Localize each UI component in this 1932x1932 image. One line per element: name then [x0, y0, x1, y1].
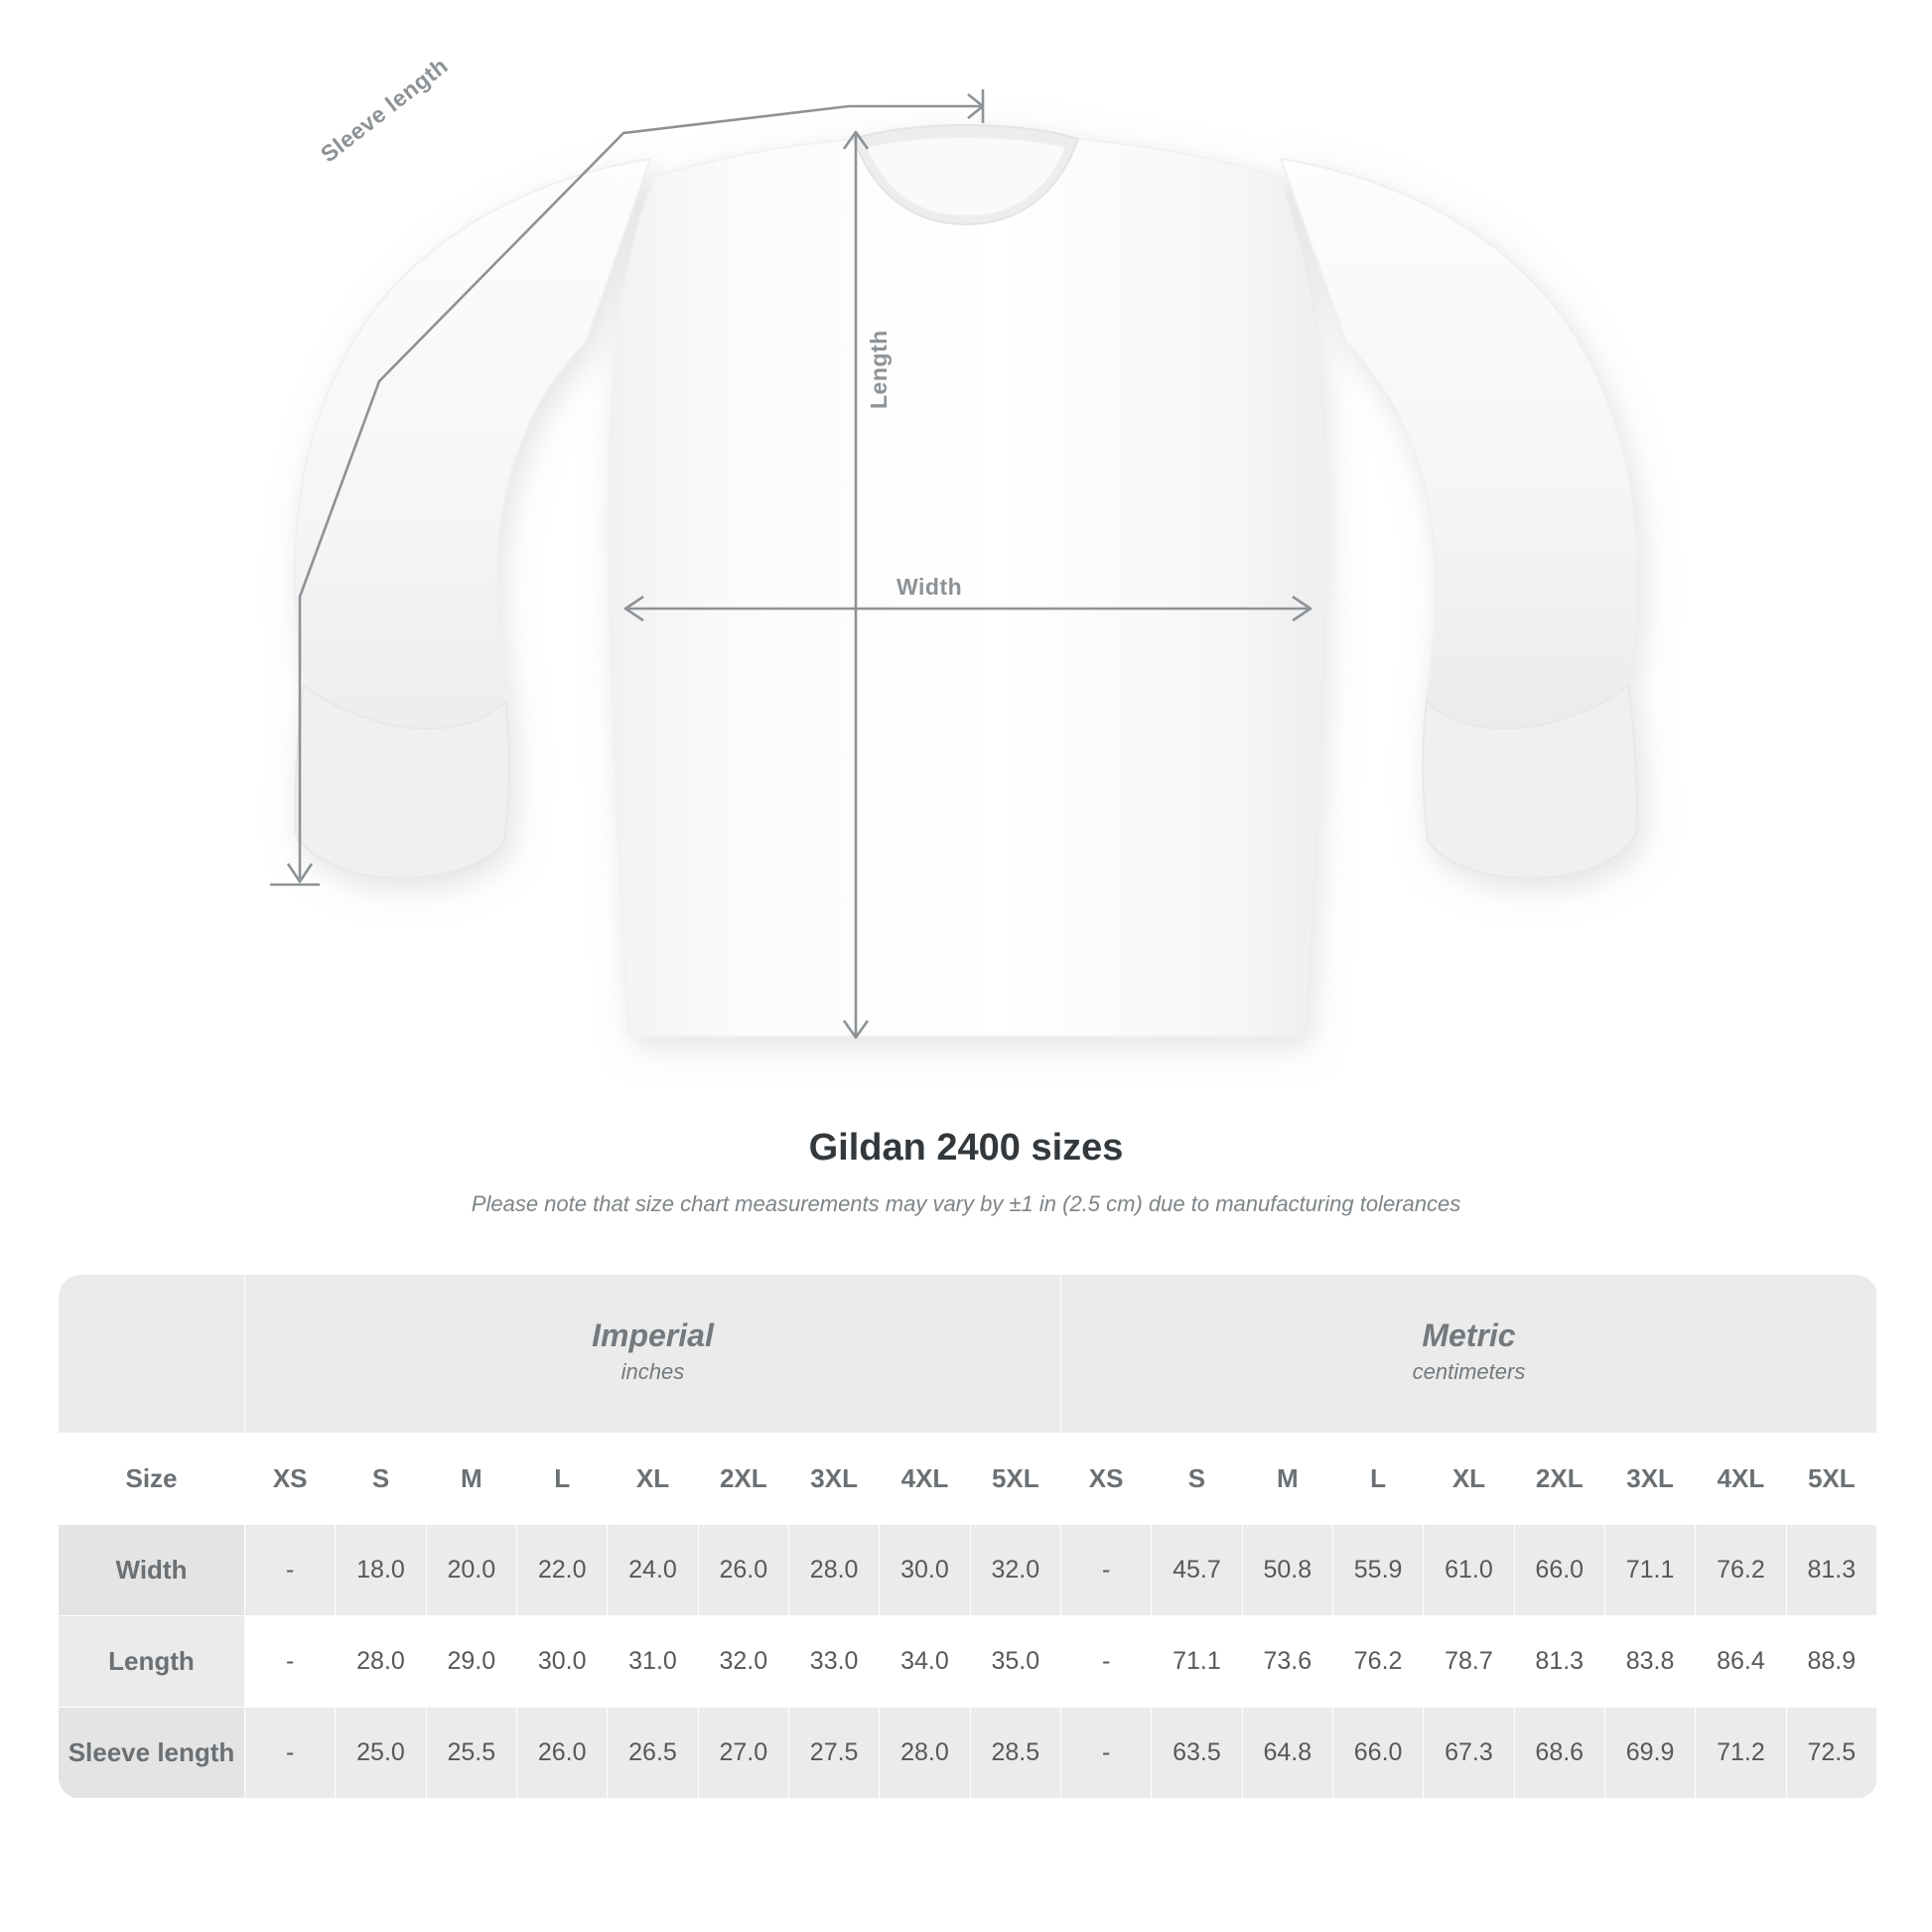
cell-sleeve-metric-xs: -	[1060, 1708, 1151, 1799]
cell-sleeve-metric-2xl: 68.6	[1514, 1708, 1604, 1799]
cell-sleeve-imperial-3xl: 27.5	[788, 1708, 879, 1799]
cell-length-imperial-3xl: 33.0	[788, 1616, 879, 1708]
table-row	[59, 1616, 1877, 1708]
cell-sleeve-metric-4xl: 71.2	[1696, 1708, 1786, 1799]
cell-width-metric-5xl: 81.3	[1786, 1525, 1876, 1616]
cell-width-imperial-s: 18.0	[336, 1525, 426, 1616]
table-unit-header-row	[59, 1275, 1877, 1434]
cell-width-imperial-xl: 24.0	[608, 1525, 698, 1616]
cell-width-metric-3xl: 71.1	[1604, 1525, 1695, 1616]
cell-length-metric-xs: -	[1060, 1616, 1151, 1708]
size-header-metric-xl: XL	[1424, 1434, 1514, 1525]
cell-sleeve-metric-l: 66.0	[1332, 1708, 1423, 1799]
cell-width-imperial-2xl: 26.0	[698, 1525, 788, 1616]
size-header-imperial-xs: XS	[245, 1434, 336, 1525]
cell-sleeve-imperial-xl: 26.5	[608, 1708, 698, 1799]
size-header-imperial-4xl: 4XL	[880, 1434, 970, 1525]
table-row	[59, 1708, 1877, 1799]
size-table	[58, 1274, 1877, 1799]
sleeve-length-dimension-label: Sleeve length	[316, 52, 453, 168]
cell-sleeve-imperial-5xl: 28.5	[970, 1708, 1060, 1799]
size-header-metric-s: S	[1152, 1434, 1242, 1525]
size-header-label: Size	[59, 1434, 245, 1525]
width-dimension-label: Width	[897, 574, 963, 600]
cell-length-imperial-xl: 31.0	[608, 1616, 698, 1708]
cell-length-imperial-m: 29.0	[426, 1616, 516, 1708]
table-size-header-row	[59, 1434, 1877, 1525]
cell-sleeve-imperial-2xl: 27.0	[698, 1708, 788, 1799]
cell-width-metric-xl: 61.0	[1424, 1525, 1514, 1616]
size-header-metric-4xl: 4XL	[1696, 1434, 1786, 1525]
cell-length-metric-5xl: 88.9	[1786, 1616, 1876, 1708]
cell-width-imperial-m: 20.0	[426, 1525, 516, 1616]
cell-length-metric-4xl: 86.4	[1696, 1616, 1786, 1708]
cell-length-imperial-4xl: 34.0	[880, 1616, 970, 1708]
cell-width-imperial-5xl: 32.0	[970, 1525, 1060, 1616]
cell-width-imperial-4xl: 30.0	[880, 1525, 970, 1616]
unit-sub-imperial: inches	[621, 1359, 685, 1384]
unit-header-metric	[1060, 1275, 1876, 1434]
cell-width-metric-s: 45.7	[1152, 1525, 1242, 1616]
cell-width-metric-m: 50.8	[1242, 1525, 1332, 1616]
title-block	[0, 1127, 1932, 1217]
size-header-imperial-2xl: 2XL	[698, 1434, 788, 1525]
cell-length-imperial-xs: -	[245, 1616, 336, 1708]
page-title: Gildan 2400 sizes	[808, 1127, 1124, 1169]
size-header-imperial-s: S	[336, 1434, 426, 1525]
cell-sleeve-metric-s: 63.5	[1152, 1708, 1242, 1799]
cell-sleeve-imperial-m: 25.5	[426, 1708, 516, 1799]
size-header-metric-3xl: 3XL	[1604, 1434, 1695, 1525]
size-header-metric-xs: XS	[1060, 1434, 1151, 1525]
cell-length-imperial-5xl: 35.0	[970, 1616, 1060, 1708]
size-header-metric-l: L	[1332, 1434, 1423, 1525]
size-header-metric-m: M	[1242, 1434, 1332, 1525]
cell-width-imperial-xs: -	[245, 1525, 336, 1616]
unit-header-spacer	[59, 1275, 245, 1434]
row-label-length: Length	[59, 1616, 245, 1708]
unit-sub-metric: centimeters	[1412, 1359, 1526, 1384]
row-label-width: Width	[59, 1525, 245, 1616]
cell-width-metric-4xl: 76.2	[1696, 1525, 1786, 1616]
size-header-metric-2xl: 2XL	[1514, 1434, 1604, 1525]
table-row	[59, 1525, 1877, 1616]
cell-length-imperial-l: 30.0	[516, 1616, 607, 1708]
cell-width-imperial-3xl: 28.0	[788, 1525, 879, 1616]
size-header-metric-5xl: 5XL	[1786, 1434, 1876, 1525]
cell-length-imperial-s: 28.0	[336, 1616, 426, 1708]
unit-name-metric: Metric	[1422, 1317, 1516, 1353]
cell-sleeve-imperial-xs: -	[245, 1708, 336, 1799]
cell-sleeve-metric-5xl: 72.5	[1786, 1708, 1876, 1799]
cell-sleeve-metric-m: 64.8	[1242, 1708, 1332, 1799]
cell-sleeve-imperial-l: 26.0	[516, 1708, 607, 1799]
cell-sleeve-metric-3xl: 69.9	[1604, 1708, 1695, 1799]
row-label-sleeve-length: Sleeve length	[59, 1708, 245, 1799]
cell-sleeve-imperial-s: 25.0	[336, 1708, 426, 1799]
cell-length-metric-xl: 78.7	[1424, 1616, 1514, 1708]
size-header-imperial-l: L	[516, 1434, 607, 1525]
size-header-imperial-m: M	[426, 1434, 516, 1525]
unit-name-imperial: Imperial	[592, 1317, 714, 1353]
size-header-imperial-xl: XL	[608, 1434, 698, 1525]
size-table-wrapper	[58, 1274, 1877, 1799]
cell-length-metric-2xl: 81.3	[1514, 1616, 1604, 1708]
tolerance-note: Please note that size chart measurements may vary by ±1 in (2.5 cm) due to manufacturing tolerances	[471, 1191, 1461, 1216]
size-header-imperial-3xl: 3XL	[788, 1434, 879, 1525]
cell-length-metric-m: 73.6	[1242, 1616, 1332, 1708]
cell-length-metric-s: 71.1	[1152, 1616, 1242, 1708]
length-dimension-label: Length	[866, 330, 892, 409]
cell-width-metric-l: 55.9	[1332, 1525, 1423, 1616]
size-header-imperial-5xl: 5XL	[970, 1434, 1060, 1525]
unit-header-imperial	[245, 1275, 1061, 1434]
cell-length-metric-l: 76.2	[1332, 1616, 1423, 1708]
cell-length-imperial-2xl: 32.0	[698, 1616, 788, 1708]
cell-length-metric-3xl: 83.8	[1604, 1616, 1695, 1708]
cell-width-metric-2xl: 66.0	[1514, 1525, 1604, 1616]
cell-width-metric-xs: -	[1060, 1525, 1151, 1616]
cell-sleeve-imperial-4xl: 28.0	[880, 1708, 970, 1799]
cell-width-imperial-l: 22.0	[516, 1525, 607, 1616]
cell-sleeve-metric-xl: 67.3	[1424, 1708, 1514, 1799]
